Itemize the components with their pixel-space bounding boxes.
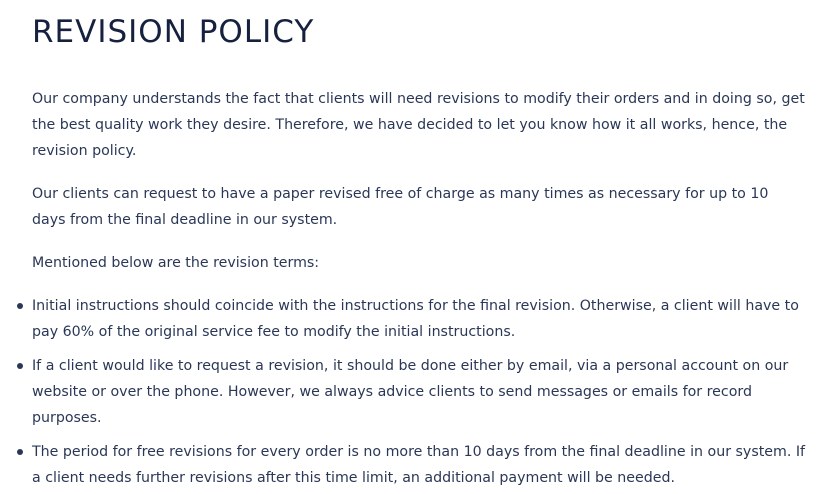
term-text: The period for free revisions for every order is no more than 10 days from the final deadline in our system. If a client needs further revisions after this time limit, an additional payment will be needed. [32,444,806,486]
page-title: REVISION POLICY [32,14,315,50]
bullet-icon [17,449,23,455]
terms-intro-paragraph: Mentioned below are the revision terms: [32,255,320,271]
free-revision-paragraph: Our clients can request to have a paper revised free of charge as many times as necessary for up to 10 days from the final deadline in our system. [32,186,769,228]
revision-terms-list [32,293,806,491]
list-item [32,293,806,345]
term-text: Initial instructions should coincide with the instructions for the final revision. Otherwise, a client will have to pay 60% of the original service fee to modify the initial instructions. [32,298,799,340]
intro-paragraph: Our company understands the fact that clients will need revisions to modify their orders and in doing so, get the best quality work they desire. Therefore, we have decided to let you know how it all works, hence, the revision policy. [32,91,805,159]
bullet-icon [17,303,23,309]
bullet-icon [17,363,23,369]
list-item [32,439,806,491]
term-text: If a client would like to request a revision, it should be done either by email, via a personal account on our website or over the phone. However, we always advice clients to send messages or emails for record purposes. [32,358,789,426]
list-item [32,353,806,431]
